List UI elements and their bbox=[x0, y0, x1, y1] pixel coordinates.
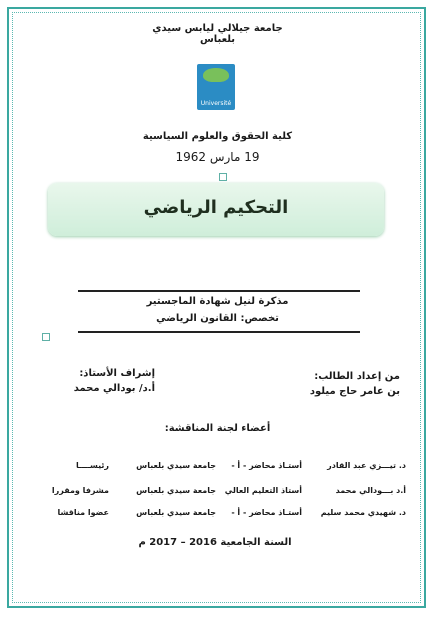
member-university: جامعة سيدي بلعباس bbox=[136, 461, 216, 470]
supervisor-label: إشراف الأستاذ: bbox=[79, 368, 155, 379]
member-role: عضوا مناقشا bbox=[57, 508, 109, 517]
member-rank: أستاذ التعليم العالي bbox=[224, 486, 302, 495]
thesis-type: مذكرة لنيل شهادة الماجستير bbox=[146, 296, 289, 307]
faculty-name: كلية الحقوق والعلوم السياسية bbox=[142, 131, 293, 142]
university-name: جامعة جيلالي ليابس سيدي بلعباس bbox=[152, 23, 283, 45]
thesis-title: التحكيم الرياضي bbox=[143, 197, 289, 218]
member-university: جامعة سيدي بلعباس bbox=[136, 508, 216, 517]
committee-heading: أعضاء لجنة المناقشة: bbox=[164, 423, 271, 434]
student-label: من إعداد الطالب: bbox=[314, 371, 400, 382]
member-rank: أستـاذ محاضر - أ - bbox=[231, 461, 302, 470]
founding-date: 19 مارس 1962 bbox=[175, 150, 260, 164]
university-logo bbox=[197, 64, 235, 110]
divider-bottom bbox=[78, 331, 360, 333]
student-name: بن عامر حاج ميلود bbox=[309, 386, 400, 397]
member-role: مشرفا ومقررا bbox=[51, 486, 109, 495]
member-name: أ.د بـــودالي محمد bbox=[335, 486, 406, 495]
member-name: د. تيـــزي عبد القادر bbox=[327, 461, 406, 470]
member-university: جامعة سيدي بلعباس bbox=[136, 486, 216, 495]
square-mark bbox=[42, 333, 50, 341]
member-rank: أستـاذ محاضر - أ - bbox=[231, 508, 302, 517]
square-mark bbox=[219, 173, 227, 181]
logo-text: Université bbox=[200, 100, 232, 107]
leaf-icon bbox=[203, 68, 229, 82]
academic-year: السنة الجامعية 2016 – 2017 م bbox=[138, 537, 292, 548]
divider-top bbox=[78, 290, 360, 292]
member-name: د. شهيدي محمد سليم bbox=[320, 508, 406, 517]
specialty: تخصص: القانون الرياضي bbox=[156, 313, 279, 324]
supervisor-name: أ.د/ بودالي محمد bbox=[73, 383, 155, 394]
member-role: رئيســــا bbox=[76, 461, 109, 470]
